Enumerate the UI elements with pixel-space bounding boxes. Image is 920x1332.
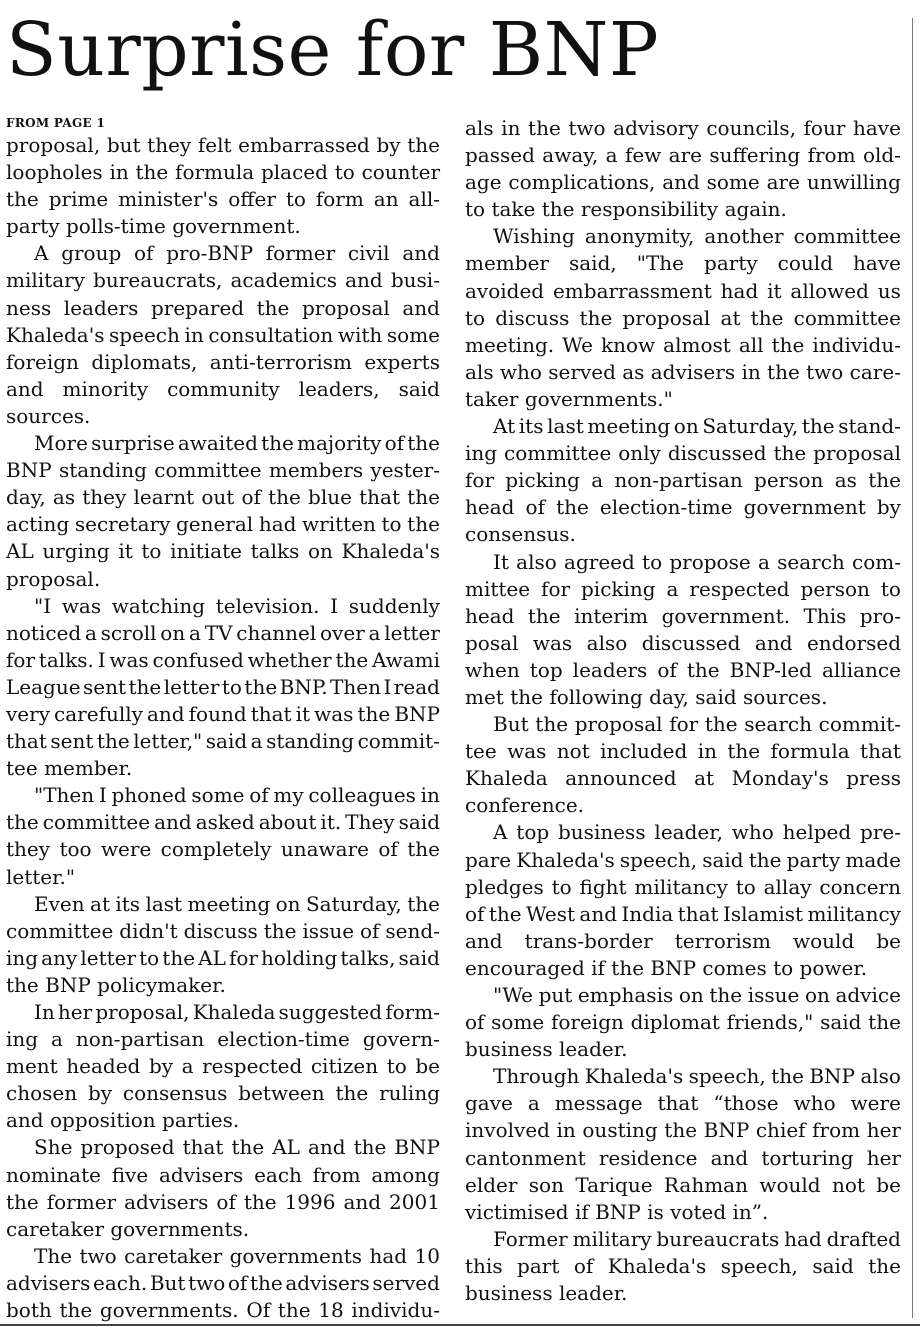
text-line: and trans-border terrorism would be [465, 928, 901, 953]
text-line: consensus. [465, 522, 576, 547]
text-line: taker governments." [465, 386, 673, 411]
text-line: of the West and India that Islamist militancy [465, 901, 901, 926]
text-line: when top leaders of the BNP-led alliance [465, 657, 901, 682]
text-line: Former military bureaucrats had drafted [493, 1226, 901, 1251]
column-text [6, 132, 440, 1324]
bottom-rule [0, 1324, 920, 1326]
text-line: Wishing anonymity, another committee [493, 224, 901, 249]
text-line: ing a non-partisan election-time govern- [6, 1027, 440, 1052]
column-text [465, 115, 901, 1307]
text-line: they too were completely unaware of the [6, 837, 440, 862]
text-line: conference. [465, 793, 585, 818]
text-line: AL urging it to initiate talks on Khaleda's [6, 539, 440, 564]
text-line: chosen by consensus between the ruling [6, 1081, 440, 1106]
text-line: ing any letter to the AL for holding talks, said [6, 945, 440, 970]
text-line: member said, "The party could have [465, 251, 901, 276]
text-line: elder son Tarique Rahman would not be [465, 1172, 901, 1197]
column-rule [912, 18, 913, 1318]
text-line: ness leaders prepared the proposal and [6, 295, 440, 320]
text-line: involved in ousting the BNP chief from her [465, 1118, 901, 1143]
text-line: party polls-time government. [6, 214, 301, 239]
text-line: business leader. [465, 1037, 628, 1062]
text-line: mittee for picking a respected person to [465, 576, 901, 601]
kicker: FROM PAGE 1 [6, 116, 106, 130]
text-line: age complications, and some are unwilling [465, 170, 901, 195]
text-line: that sent the letter," said a standing commit- [6, 729, 440, 754]
text-line: to take the responsibility again. [465, 197, 787, 222]
text-line: More surprise awaited the majority of the [34, 431, 440, 456]
text-line: the former advisers of the 1996 and 2001 [6, 1189, 440, 1214]
text-line: A group of pro-BNP former civil and [34, 241, 440, 266]
text-line: In her proposal, Khaleda suggested form- [34, 1000, 440, 1024]
text-line: passed away, a few are suffering from old- [465, 143, 901, 168]
text-line: "We put emphasis on the issue on advice [493, 983, 901, 1007]
text-line: gave a message that “those who were [465, 1091, 901, 1116]
text-line: the BNP policymaker. [6, 972, 226, 997]
text-line: A top business leader, who helped pre- [493, 820, 901, 845]
text-line: encouraged if the BNP comes to power. [465, 955, 868, 980]
text-line: both the governments. Of the 18 individu- [6, 1298, 440, 1323]
text-line: caretaker governments. [6, 1216, 250, 1241]
text-line: the committee and asked about it. They said [6, 810, 440, 835]
text-line: loopholes in the formula placed to counter [6, 160, 440, 185]
text-line: very carefully and found that it was the BNP [6, 701, 440, 726]
text-line: military bureaucrats, academics and busi- [6, 268, 440, 293]
text-line: BNP standing committee members yester- [6, 458, 440, 483]
text-line: nominate five advisers each from among [6, 1162, 440, 1187]
text-line: this part of Khaleda's speech, said the [465, 1253, 901, 1278]
text-line: meeting. We know almost all the individu- [465, 332, 901, 357]
text-line: foreign diplomats, anti-terrorism experts [6, 349, 440, 374]
text-line: "I was watching television. I suddenly [34, 593, 440, 618]
text-line: advisers each. But two of the advisers served [6, 1270, 440, 1295]
text-line: of some foreign diplomat friends," said the [465, 1010, 901, 1035]
text-line: business leader. [465, 1281, 628, 1306]
text-line: to discuss the proposal at the committee [465, 305, 901, 330]
text-line: the prime minister's offer to form an all- [6, 187, 440, 212]
text-line: avoided embarrassment had it allowed us [465, 278, 901, 303]
text-line: and minority community leaders, said [6, 376, 440, 401]
text-line: ing committee only discussed the proposal [465, 441, 901, 466]
text-line: At its last meeting on Saturday, the stand- [493, 414, 901, 439]
text-line: Through Khaleda's speech, the BNP also [493, 1064, 901, 1089]
text-line: sources. [6, 403, 91, 428]
text-line: The two caretaker governments had 10 [34, 1243, 440, 1268]
article-column-right [465, 115, 901, 1307]
text-line: ment headed by a respected citizen to be [6, 1054, 440, 1079]
text-line: head of the election-time government by [465, 495, 901, 520]
text-line: and opposition parties. [6, 1108, 240, 1133]
text-line: met the following day, said sources. [465, 684, 828, 709]
text-line: day, as they learnt out of the blue that the [6, 485, 440, 510]
text-line: League sent the letter to the BNP. Then I read [6, 674, 440, 699]
text-line: for talks. I was confused whether the Awami [6, 647, 440, 672]
text-line: But the proposal for the search commit- [493, 712, 901, 737]
text-line: Khaleda announced at Monday's press [465, 766, 901, 791]
text-line: pledges to fight militancy to allay concern [465, 874, 901, 899]
text-line: "Then I phoned some of my colleagues in [34, 783, 440, 808]
text-line: for picking a non-partisan person as the [465, 468, 901, 493]
text-line: posal was also discussed and endorsed [465, 630, 901, 655]
text-line: noticed a scroll on a TV channel over a letter [6, 620, 440, 645]
article-column-left [6, 112, 440, 1324]
text-line: proposal. [6, 566, 101, 591]
text-line: committee didn't discuss the issue of send- [6, 918, 440, 943]
text-line: acting secretary general had written to the [6, 512, 440, 537]
text-line: Khaleda's speech in consultation with some [6, 322, 440, 347]
text-line: cantonment residence and torturing her [465, 1145, 901, 1170]
text-line: letter." [6, 864, 76, 889]
text-line: It also agreed to propose a search com- [493, 549, 901, 574]
text-line: als in the two advisory councils, four have [465, 116, 901, 140]
text-line: head the interim government. This pro- [465, 603, 901, 628]
text-line: Even at its last meeting on Saturday, the [34, 891, 440, 916]
text-line: She proposed that the AL and the BNP [34, 1135, 440, 1160]
text-line: pare Khaleda's speech, said the party made [465, 847, 901, 872]
text-line: victimised if BNP is voted in”. [465, 1199, 769, 1224]
text-line: tee was not included in the formula that [465, 739, 901, 764]
text-line: proposal, but they felt embarrassed by the [6, 133, 440, 157]
text-line: als who served as advisers in the two care- [465, 359, 901, 384]
headline: Surprise for BNP [6, 7, 660, 93]
text-line: tee member. [6, 756, 133, 781]
